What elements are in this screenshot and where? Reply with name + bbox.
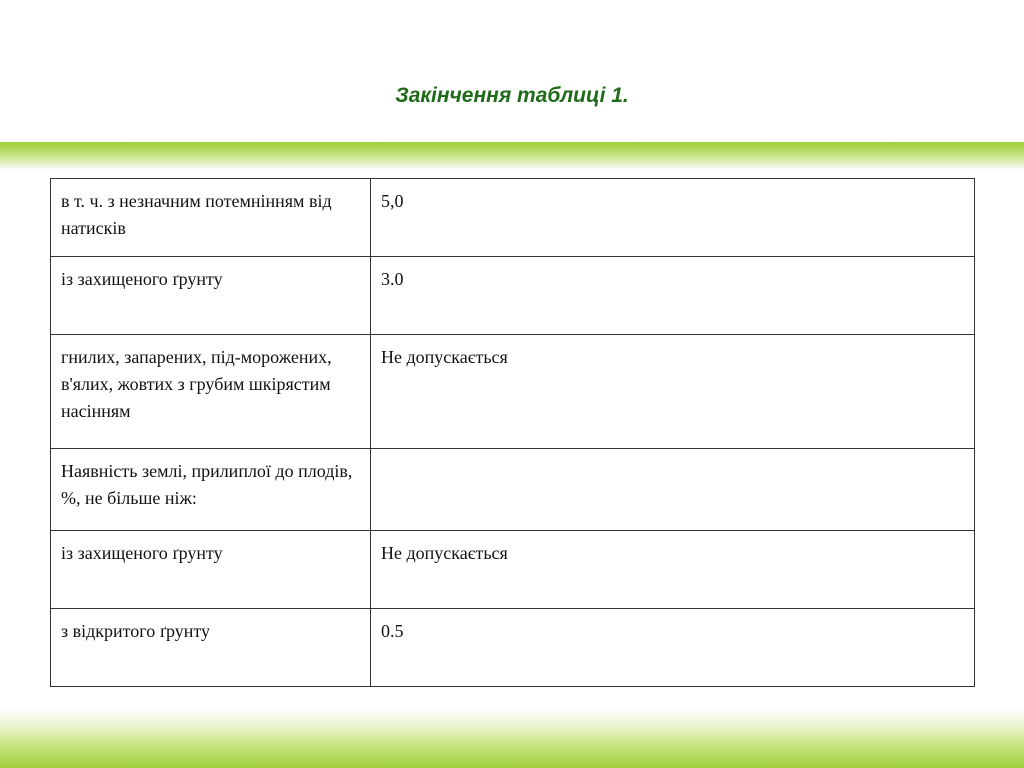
row-label: із захищеного ґрунту [51, 531, 371, 609]
row-label: гнилих, запарених, під-морожених, в'ялих, жовтих з грубим шкірястим насінням [51, 335, 371, 449]
table-row [51, 179, 975, 257]
row-label: в т. ч. з незначним потемнінням від натисків [51, 179, 371, 257]
row-value: 0.5 [371, 609, 975, 687]
row-label: Наявність землі, прилиплої до плодів, %, не більше ніж: [51, 449, 371, 531]
top-decorative-band [0, 142, 1024, 170]
data-table-container [50, 178, 974, 687]
row-value: 5,0 [371, 179, 975, 257]
row-value: Не допускається [371, 335, 975, 449]
table-row [51, 257, 975, 335]
table-row [51, 609, 975, 687]
row-value: 3.0 [371, 257, 975, 335]
table-row [51, 531, 975, 609]
row-value [371, 449, 975, 531]
data-table [50, 178, 975, 687]
bottom-decorative-band [0, 708, 1024, 768]
row-label: із захищеного ґрунту [51, 257, 371, 335]
row-value: Не допускається [371, 531, 975, 609]
table-row [51, 449, 975, 531]
page-title: Закінчення таблиці 1. [395, 84, 629, 107]
row-label: з відкритого ґрунту [51, 609, 371, 687]
table-row [51, 335, 975, 449]
